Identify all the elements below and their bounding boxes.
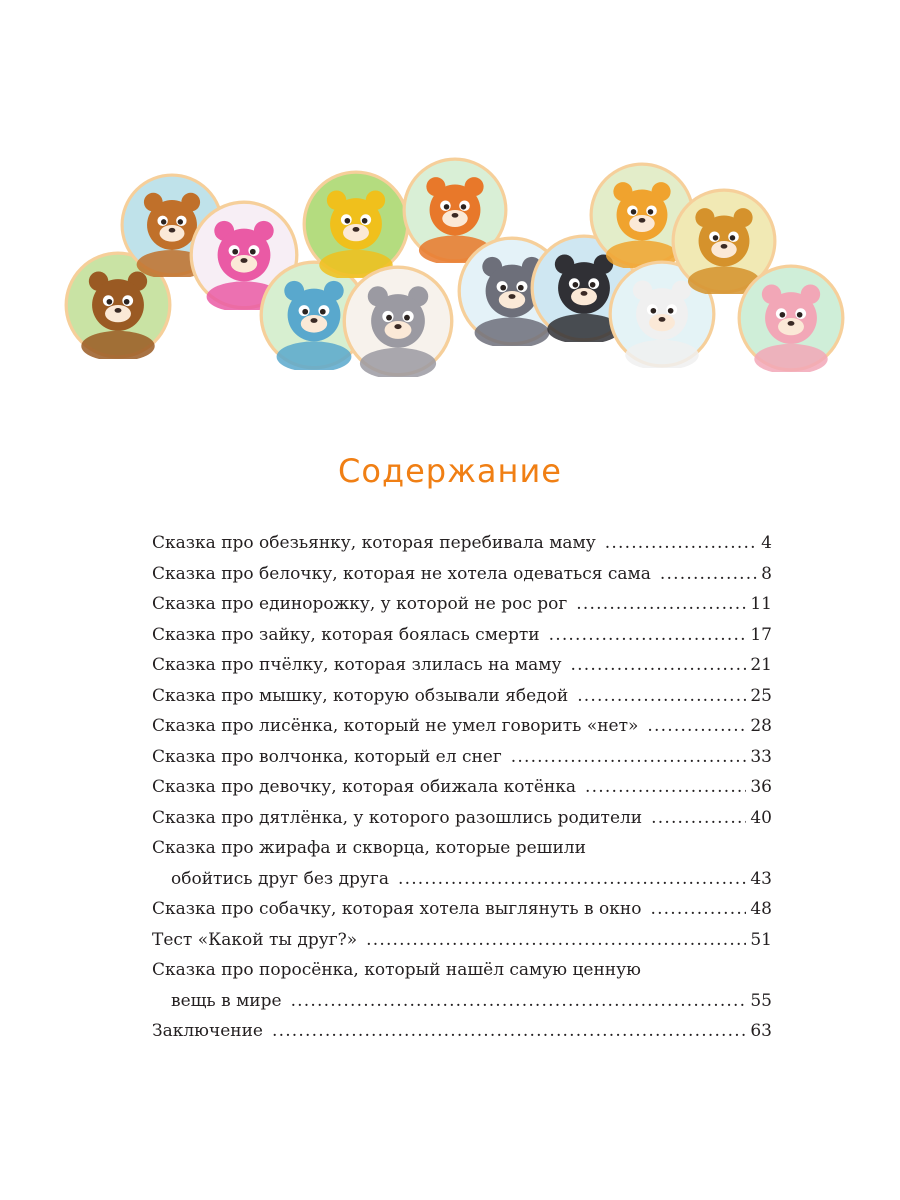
toc-page-number: 55 bbox=[750, 990, 772, 1011]
toc-entry[interactable] bbox=[152, 528, 772, 559]
illustration-strip bbox=[0, 0, 900, 420]
toc-leader-dots bbox=[549, 620, 747, 651]
toc-entry[interactable] bbox=[152, 803, 772, 834]
toc-leader-dots bbox=[605, 528, 757, 559]
toc-entry[interactable] bbox=[152, 742, 772, 773]
toc-page-number: 63 bbox=[750, 1021, 772, 1041]
toc-entry-title: Сказка про единорожку, у которой не рос рог bbox=[152, 594, 568, 614]
toc-page-number: 33 bbox=[750, 746, 772, 767]
toc-entry[interactable] bbox=[152, 772, 772, 803]
toc-entry[interactable] bbox=[152, 620, 772, 651]
toc-leader-dots bbox=[291, 986, 747, 1017]
page-title: Содержание bbox=[338, 452, 562, 490]
toc-leader-dots bbox=[571, 650, 747, 681]
toc-page-number: 36 bbox=[750, 777, 772, 797]
toc-leader-dots bbox=[576, 589, 746, 620]
toc-leader-dots bbox=[650, 894, 746, 925]
toc-entry-title: Сказка про пчёлку, которая злилась на маму bbox=[152, 655, 562, 675]
toc-entry-title: Сказка про дятлёнка, у которого разошлись родители bbox=[152, 807, 643, 828]
toc-entry[interactable] bbox=[152, 833, 772, 894]
toc-entry-title: Сказка про зайку, которая боялась смерти bbox=[152, 624, 540, 645]
toc-entry[interactable] bbox=[152, 681, 772, 712]
toc-entry-title: Сказка про собачку, которая хотела выглянуть в окно bbox=[152, 899, 642, 919]
toc-entry[interactable] bbox=[152, 1016, 772, 1047]
toc-entry[interactable] bbox=[152, 894, 772, 925]
mouse-badge bbox=[342, 265, 454, 377]
toc-page-number: 11 bbox=[750, 594, 772, 614]
toc-leader-dots bbox=[585, 772, 746, 803]
toc-entry-title: обойтись друг без друга bbox=[171, 868, 389, 889]
toc-entry-title: Тест «Какой ты друг?» bbox=[152, 929, 358, 950]
toc-entry[interactable] bbox=[152, 589, 772, 620]
toc-entry-title: Сказка про лисёнка, который не умел говорить «нет» bbox=[152, 716, 639, 736]
toc-page-number: 4 bbox=[761, 533, 772, 553]
table-of-contents bbox=[152, 528, 772, 1047]
toc-entry[interactable] bbox=[152, 711, 772, 742]
toc-entry-title: вещь в мире bbox=[171, 990, 282, 1011]
toc-page-number: 25 bbox=[750, 685, 772, 706]
toc-page-number: 43 bbox=[750, 868, 772, 889]
toc-entry-title: Сказка про поросёнка, который нашёл самую ценную bbox=[152, 960, 641, 980]
toc-entry[interactable] bbox=[152, 559, 772, 590]
toc-leader-dots bbox=[647, 711, 746, 742]
toc-leader-dots bbox=[366, 925, 746, 956]
toc-entry-title: Сказка про волчонка, который ел снег bbox=[152, 746, 502, 767]
toc-page-number: 21 bbox=[750, 655, 772, 675]
toc-leader-dots bbox=[651, 803, 746, 834]
toc-leader-dots bbox=[660, 559, 757, 590]
toc-page-number: 40 bbox=[750, 807, 772, 828]
toc-page-number: 17 bbox=[750, 624, 772, 645]
toc-leader-dots bbox=[398, 864, 746, 895]
toc-entry-title: Сказка про жирафа и скворца, которые решили bbox=[152, 838, 586, 858]
toc-page-number: 48 bbox=[750, 899, 772, 919]
toc-page-number: 28 bbox=[750, 716, 772, 736]
toc-entry-title: Заключение bbox=[152, 1021, 263, 1041]
toc-page-number: 51 bbox=[750, 929, 772, 950]
toc-entry-title: Сказка про белочку, которая не хотела одеваться сама bbox=[152, 563, 651, 584]
toc-entry[interactable] bbox=[152, 650, 772, 681]
toc-entry[interactable] bbox=[152, 925, 772, 956]
toc-entry-title: Сказка про мышку, которую обзывали ябедой bbox=[152, 685, 569, 706]
toc-entry-title: Сказка про обезьянку, которая перебивала маму bbox=[152, 533, 596, 553]
toc-leader-dots bbox=[272, 1016, 746, 1047]
toc-entry[interactable] bbox=[152, 955, 772, 1016]
toc-leader-dots bbox=[511, 742, 747, 773]
toc-leader-dots bbox=[577, 681, 746, 712]
toc-page-number: 8 bbox=[761, 563, 772, 584]
bee-badge bbox=[302, 170, 410, 278]
piglets-badge bbox=[737, 264, 845, 372]
toc-entry-title: Сказка про девочку, которая обижала котёнка bbox=[152, 777, 577, 797]
